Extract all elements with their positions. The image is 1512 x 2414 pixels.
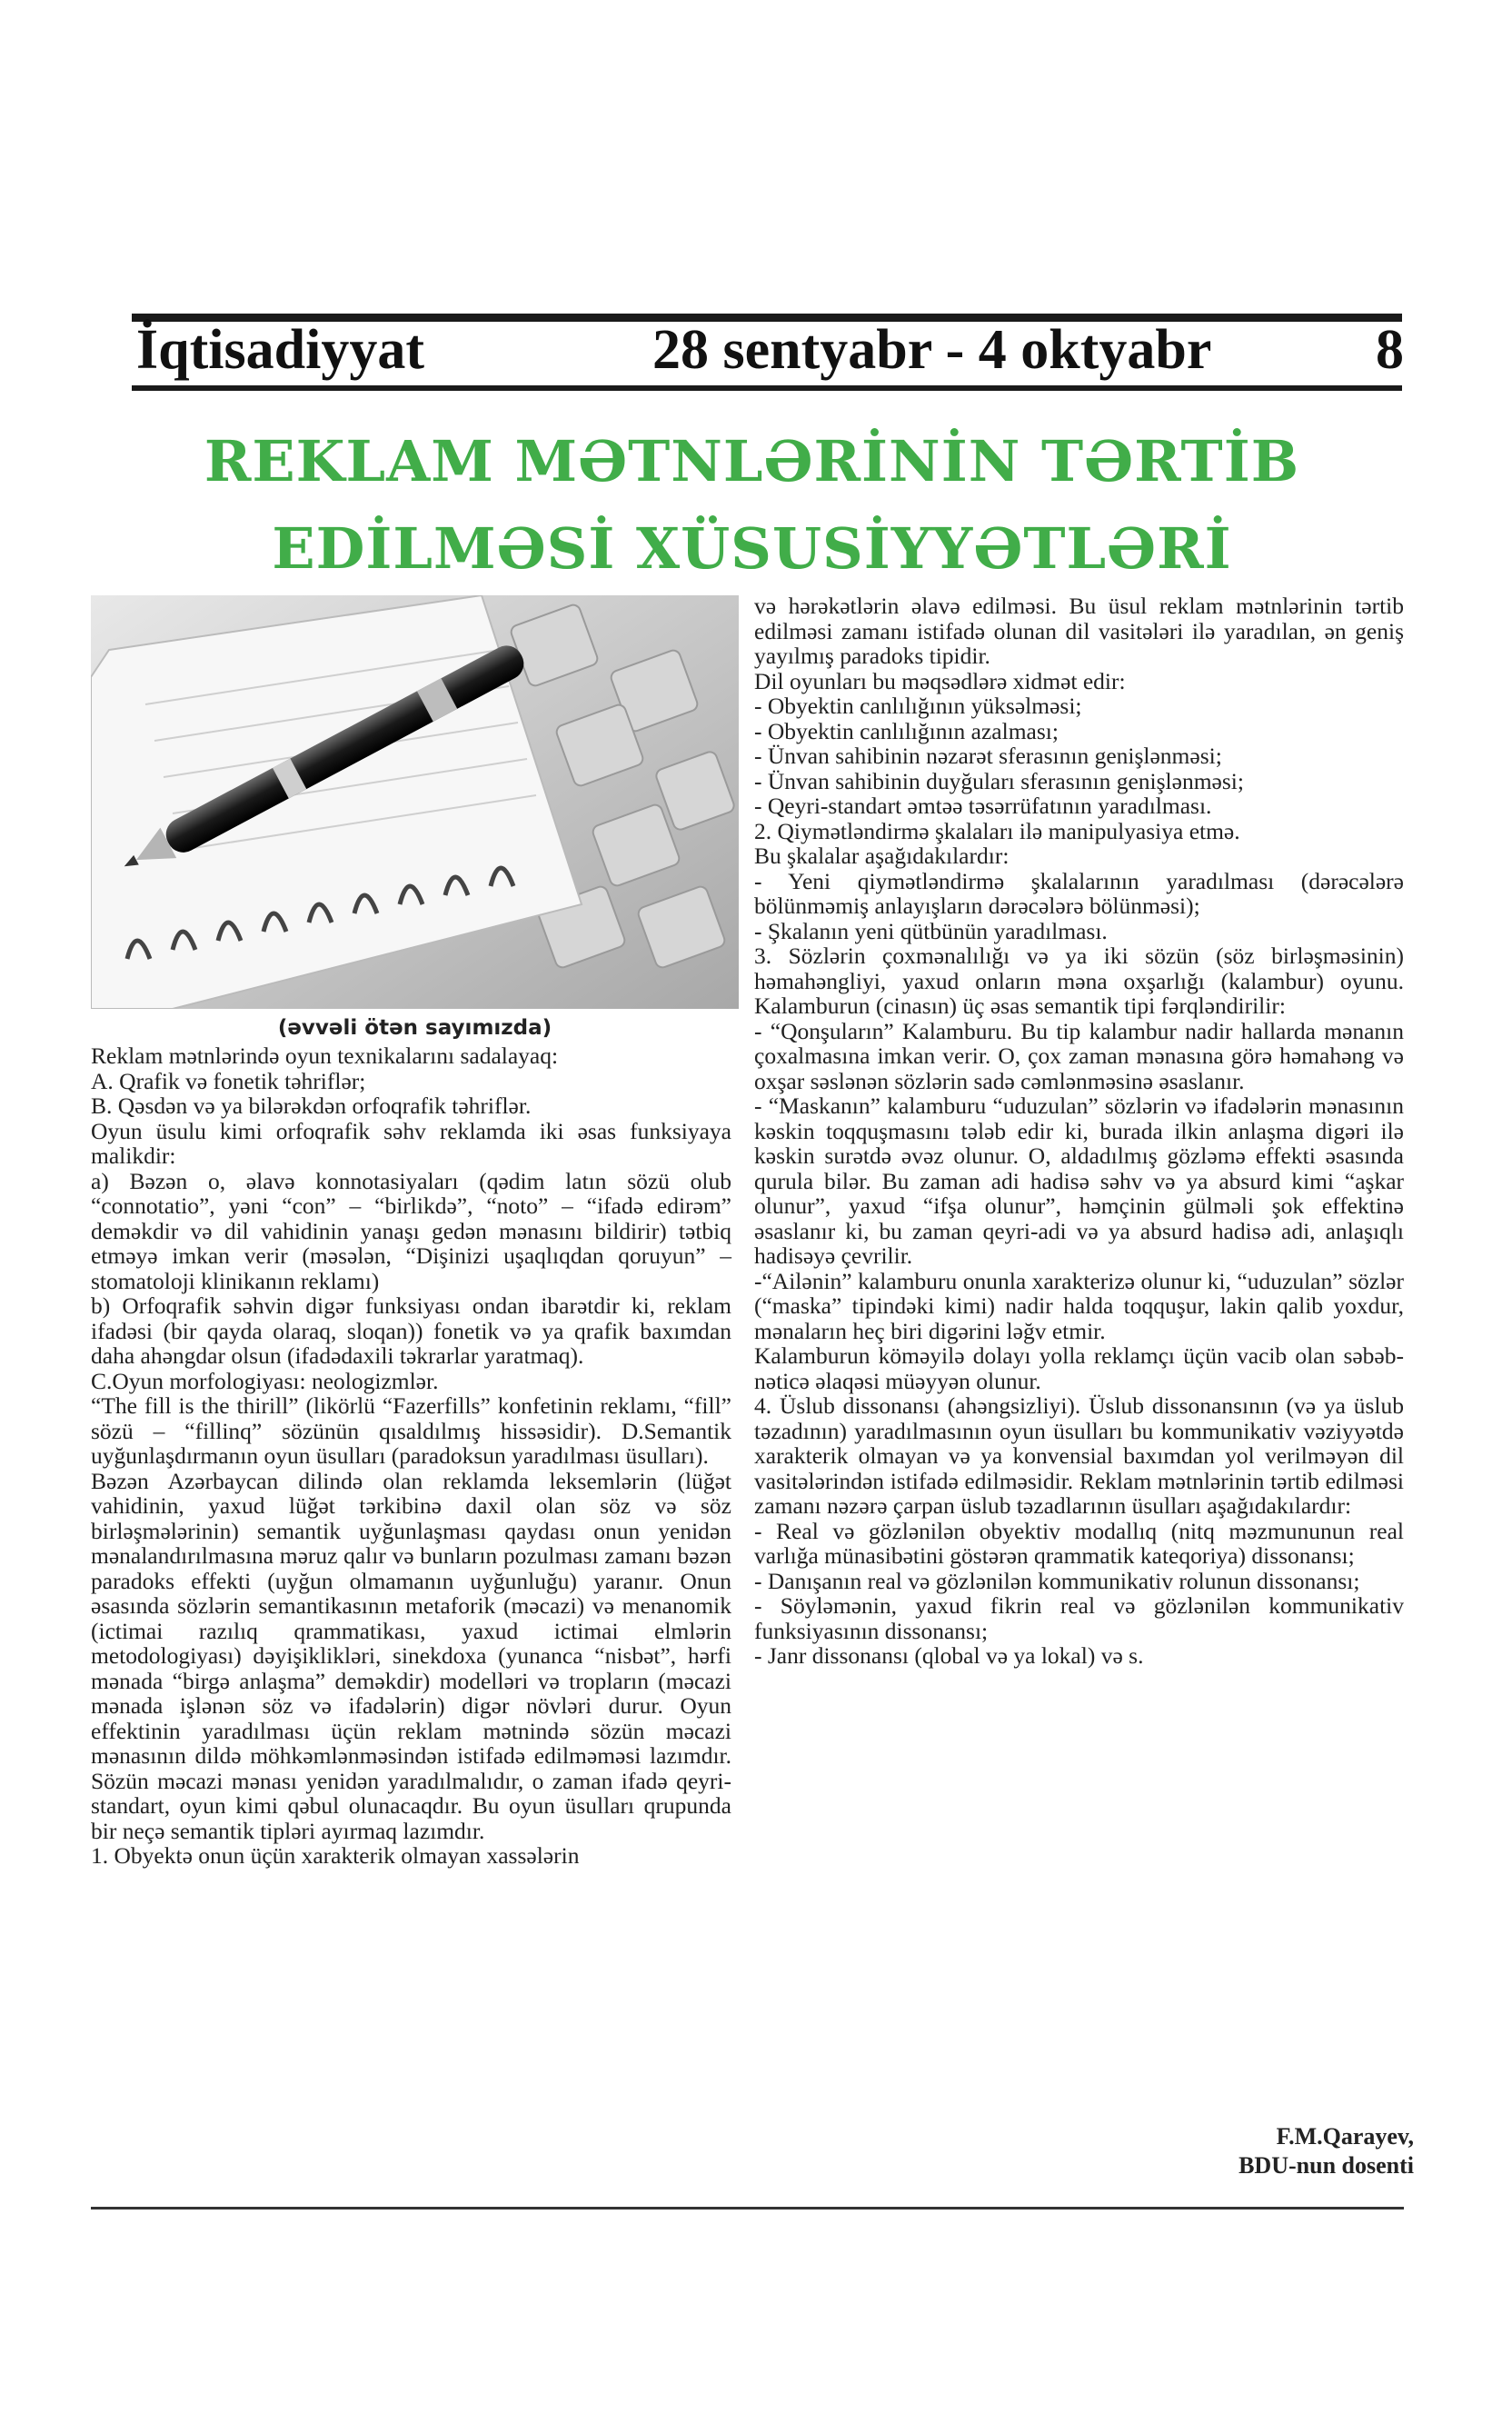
list-item: - Şkalanın yeni qütbünün yaradılması. [754,917,1108,944]
paragraph: 4. Üslub dissonansı (ahəngsizliyi). Üslub dissonansının (və ya üslub təzadının) yaradılmasının oyun üsulları bu kommunikativ vəziyyətdə xarakterik olmayan və ya konvensial baxımdan yol verilməyən dil vasitələrindən istifadə edilməsidir. Reklam mətnlərinin tərtib edilməsi zamanı nəzərə çarpan üslub təzadlarının üsulları aşağıdakılardır: [754,1392,1404,1519]
paragraph: və hərəkətlərin əlavə edilməsi. Bu üsul reklam mətnlərinin tərtib edilməsi zamanı istifadə olunan dil vasitələri ilə yaradılan, ən geniş yayılmış paradoks tipidir. [754,593,1404,669]
list-item: - “Qonşuların” Kalamburu. Bu tip kalambur nadir hallarda mənanın çoxalmasına imkan verir. O, çox zaman mənasına görə həmahəng və oxşar səslənən sözlərin sadə cəmlənməsinə əsaslanır. [754,1017,1404,1094]
paragraph: 2. Qiymətləndirmə şkalaları ilə manipulyasiya etmə. [754,817,1240,844]
paragraph: Bəzən Azərbaycan dilində olan reklamda leksemlərin (lüğət vahidinin, yaxud lüğət tərkibinə daxil olan söz və söz birləşmələrinin) semantik uyğunlaşması qaydası onun yenidən mənalandırılmasına məruz qalır və bunların pozulması zamanı bəzən paradoks effekti (uyğun olmamanın uyğunluğu) yaranır. Onun əsasında sözlərin semantikasının metaforik (məcazi) və menanomik (ictimai razılıq qrammatikası, yaxud ictimai elmlərin metodologiyası) dəyişiklikləri, sinekdoxa (yunanca “nisbət”, hərfi mənada “birgə anlaşma” deməkdir) modelləri və tropların (məcazi mənada işlənən söz və ifadələrin) digər növləri durur. Oyun effektinin yaradılması üçün reklam mətnində sözün məcazi mənasının dildə möhkəmlənməsindən istifadə edilməməsi lazımdır. Sözün məcazi mənası yenidən yaradılmalıdır, o zaman ifadə qeyri-standart, oyun kimi qəbul olunacaqdır. Bu oyun üsulları qrupunda bir neçə semantik tipləri ayırmaq lazımdır. [91,1467,731,1844]
list-item: - Yeni qiymətləndirmə şkalalarının yaradılması (dərəcələrə bölünməmiş anlayışların dərəcələrə bölünməsi); [754,867,1404,919]
paragraph: A. Qrafik və fonetik təhriflər; [91,1067,366,1094]
page-number: 8 [1376,319,1404,381]
footer-rule [91,2207,1404,2210]
paragraph: Kalamburun köməyilə dolayı yolla reklamçı üçün vacib olan səbəb-nəticə əlaqəsi müəyyən olunur. [754,1342,1404,1394]
paragraph: Reklam mətnlərində oyun texnikalarını sadalayaq: [91,1042,559,1069]
list-item: - Ünvan sahibinin duyğuları sferasının genişlənməsi; [754,767,1244,794]
list-item: -“Ailənin” kalamburu onunla xarakterizə olunur ki, “uduzulan” sözlər (“maska” tipindəki kimi) nadir halda toqquşur, lakin qalib yoxdur, mənaların heç biri digərini ləğv etmir. [754,1267,1404,1344]
list-item: - Janr dissonansı (qlobal və ya lokal) və s. [754,1642,1144,1669]
paragraph: Oyun üsulu kimi orfoqrafik səhv reklamda iki əsas funksiyaya malikdir: [91,1117,731,1169]
paragraph: “The fill is the thirill” (likörlü “Fazerfills” konfetinin reklamı, “fill” sözü – “fillinq” sözünün qısaldılmış hissəsidir). D.Semantik uyğunlaşdırmanın oyun üsulları (paradoksun yaradılması üsulları). [91,1392,731,1469]
issue-date: 28 sentyabr - 4 oktyabr [652,319,1212,381]
title-line-2: EDİLMƏSİ XÜSUSİYYƏTLƏRİ [272,515,1232,582]
list-item: - Real və gözlənilən obyektiv modallıq (nitq məzmununun real varlığa münasibətini göstərən qrammatik kateqoriya) dissonansı; [754,1517,1404,1569]
continued-caption: (əvvəli ötən sayımızda) [277,1016,552,1040]
list-item: - Qeyri-standart əmtəə təsərrüfatının yaradılması. [754,793,1212,819]
list-item: - Danışanın real və gözlənilən kommunikativ rolunun dissonansı; [754,1567,1360,1594]
paragraph: 3. Sözlərin çoxmənalılığı və ya iki sözün (söz birləşməsinin) həmahəngliyi, yaxud onların məna oxşarlığı (kalambur) oyunu. Kalamburun (cinasın) üç əsas semantik tipi fərqləndirilir: [754,943,1404,1019]
paragraph: B. Qəsdən və ya bilərəkdən orfoqrafik təhriflər. [91,1092,532,1119]
author-signature [1238,2122,1414,2180]
paragraph: Dil oyunları bu məqsədlərə xidmət edir: [754,667,1126,694]
masthead [136,318,1404,382]
list-item: - “Maskanın” kalamburu “uduzulan” sözlərin və ifadələrin mənasının kəskin toqquşmasını tələb edir ki, burada ilkin anlaşma digəri ilə kəskin surətdə əvəz olunur. O, aldadılmış gözləmə effekti əsasında qurula bilər. Bu zaman adi hadisə səhv və ya absurd kimi “aşkar olunur”, yaxud “ifşa olunur”, həmçinin gülməli şok effektinə əsaslanır ki, bu zaman qeyri-adi və ya absurd hadisə adi, anlaşıqlı hadisəyə çevrilir. [754,1092,1404,1269]
paragraph: b) Orfoqrafik səhvin digər funksiyası ondan ibarətdir ki, reklam ifadəsi (bir qayda olaraq, sloqan)) fonetik və ya qrafik baxımdan daha ahəngdar olsun (ifadədaxili təkrarlar yaratmaq). [91,1292,731,1369]
list-item: - Obyektin canlılığının azalması; [754,717,1059,744]
article-column-right [754,594,1404,1669]
paragraph: C.Oyun morfologiyası: neologizmlər. [91,1367,439,1394]
list-item: - Ünvan sahibinin nəzarət sferasının genişlənməsi; [754,743,1222,769]
author-name: F.M.Qarayev, [1276,2123,1414,2150]
notebook-pen-keyboard-photo [91,595,739,1009]
paragraph: a) Bəzən o, əlavə konnotasiyaları (qədim latın sözü olub “connotatio”, yəni “con” – “birlikdə”, “noto” – “ifadə edirəm” deməkdir və dil vahidinin yanaşı gedən mənasını bildirir) tətbiq etməyə imkan verir (məsələn, “Dişinizi uşaqlıqdan qoruyun” – stomatoloji klinikanın reklamı) [91,1167,731,1294]
paragraph: Bu şkalalar aşağıdakılardır: [754,843,1010,869]
photo-illustration [91,595,739,1009]
list-item: - Obyektin canlılığının yüksəlməsi; [754,693,1082,719]
article-title [91,418,1413,593]
masthead-bottom-rule [132,385,1402,391]
author-position: BDU-nun dosenti [1238,2152,1414,2179]
paragraph: 1. Obyektə onun üçün xarakterik olmayan xassələrin [91,1842,580,1869]
list-item: - Söyləmənin, yaxud fikrin real və gözlənilən kommunikativ funksiyasının dissonansı; [754,1592,1404,1644]
title-line-1: REKLAM MƏTNLƏRİNİN TƏRTİB [204,428,1300,494]
section-name: İqtisadiyyat [136,319,424,381]
article-column-left [91,1043,731,1869]
